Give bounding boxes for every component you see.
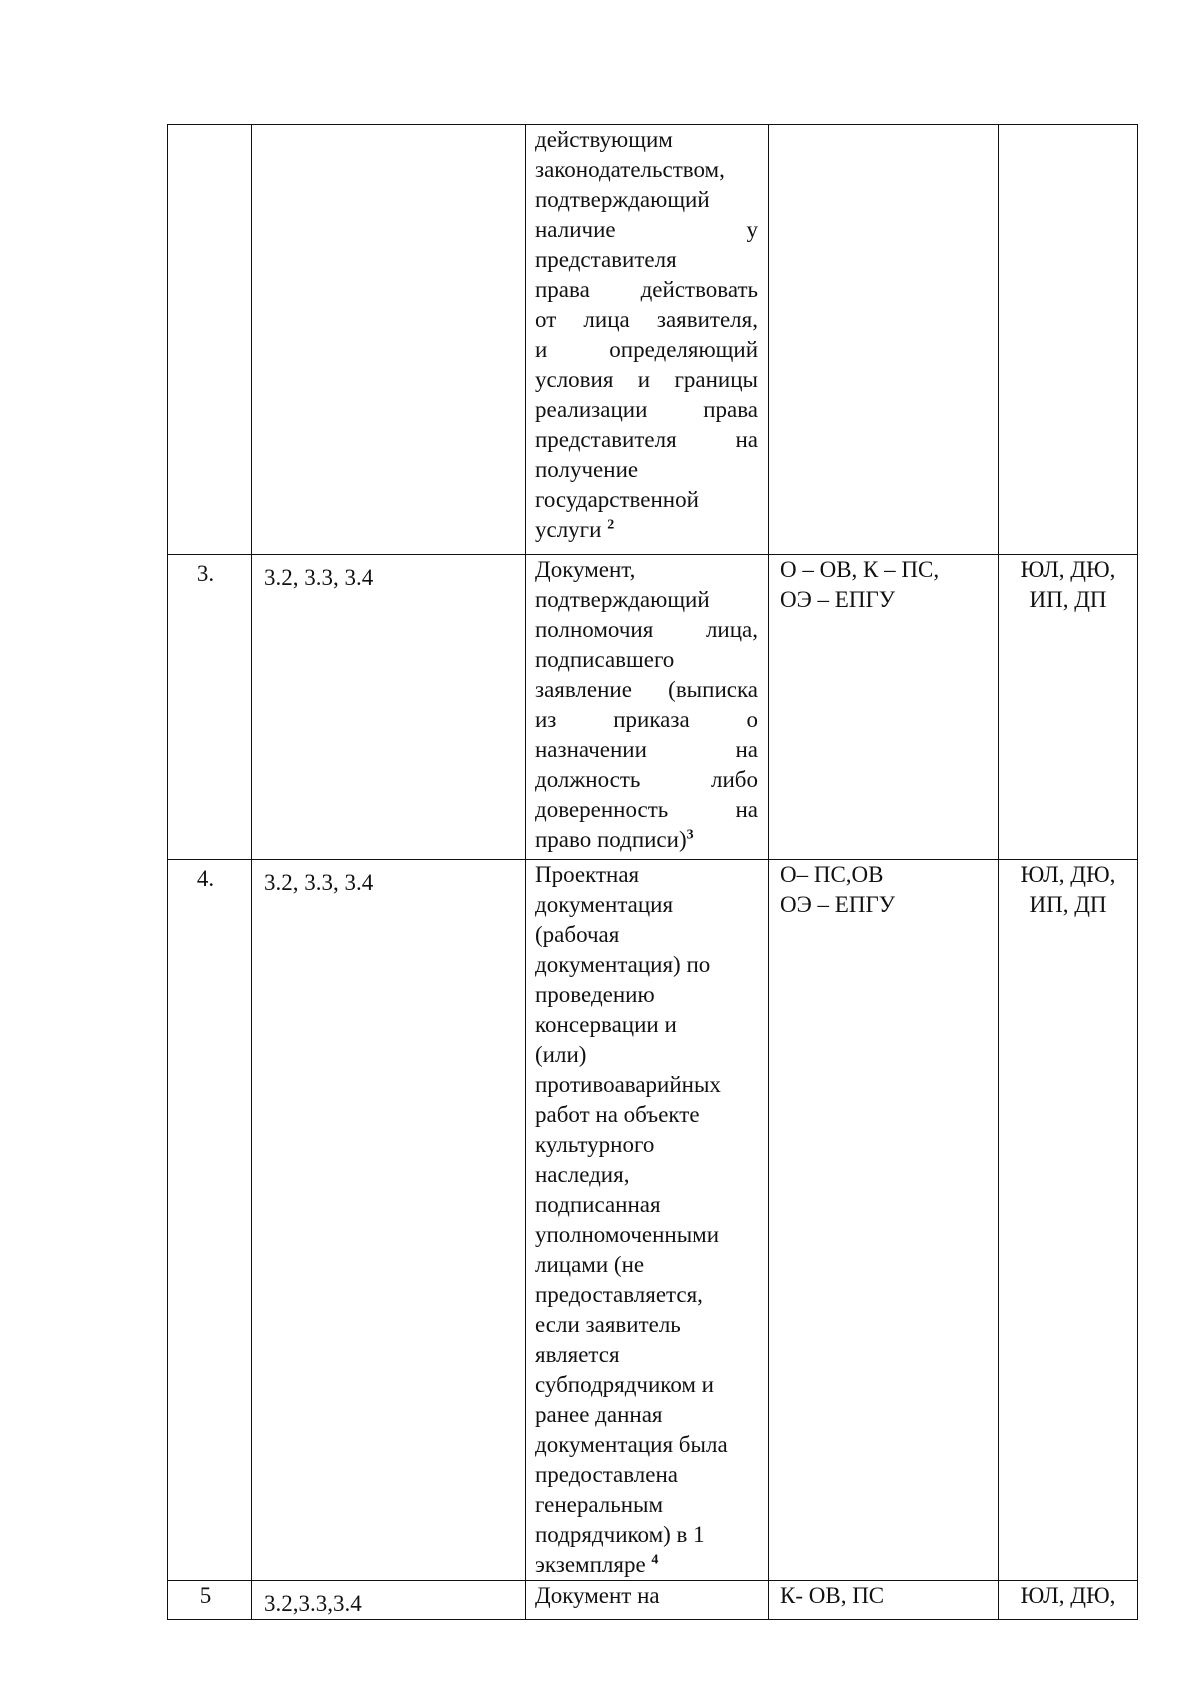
description-line: получение: [535, 457, 639, 482]
description-line: подтверждающий: [535, 587, 710, 612]
description-line: назначении на: [535, 737, 758, 762]
table-row: [168, 125, 1138, 555]
description-line: реализации права: [535, 397, 758, 422]
description-line: проведению: [535, 982, 655, 1007]
row-number-cell: 4.: [168, 860, 252, 1581]
description-line: предоставляется,: [535, 1282, 703, 1307]
description-line: культурного: [535, 1132, 655, 1157]
points-cell: 3.2, 3.3, 3.4: [252, 860, 526, 1581]
description-line: ранее данная: [535, 1402, 663, 1427]
submission-method-cell: [769, 1581, 999, 1620]
description-line: консервации и: [535, 1012, 677, 1037]
document-description-cell: [526, 860, 769, 1581]
footnote-marker: 2: [607, 517, 615, 533]
description-line: если заявитель: [535, 1312, 681, 1337]
applicant-types-line: ИП, ДП: [1029, 892, 1107, 917]
documents-table: [167, 124, 1138, 1620]
description-line: право подписи): [535, 827, 687, 852]
description-line: полномочия лица,: [535, 617, 758, 642]
footnote-marker: 4: [651, 1552, 659, 1568]
applicant-types-line: ЮЛ, ДЮ,: [1020, 862, 1116, 887]
applicant-types-cell: [999, 125, 1138, 555]
description-line: доверенность на: [535, 797, 758, 822]
footnote-marker: 3: [686, 827, 694, 843]
description-line: противоаварийных: [535, 1072, 721, 1097]
submission-method-line: О – ОВ, К – ПС,: [780, 557, 940, 582]
document-description-cell: [526, 1581, 769, 1620]
description-line: Проектная: [535, 862, 640, 887]
applicant-types-line: ИП, ДП: [1029, 587, 1107, 612]
description-line: наследия,: [535, 1162, 630, 1187]
description-line: условия и границы: [535, 367, 758, 392]
row-number-cell: 5: [168, 1581, 252, 1620]
description-line: предоставлена: [535, 1462, 678, 1487]
description-line: должность либо: [535, 767, 758, 792]
row-number-cell: [168, 125, 252, 555]
submission-method-line: ОЭ – ЕПГУ: [780, 892, 896, 917]
applicant-types-line: ЮЛ, ДЮ,: [1020, 1583, 1116, 1608]
document-description-cell: [526, 125, 769, 555]
submission-method-cell: [769, 860, 999, 1581]
points-cell: 3.2,3.3,3.4: [252, 1581, 526, 1620]
applicant-types-cell: [999, 555, 1138, 860]
description-line: подтверждающий: [535, 187, 710, 212]
table-row: [168, 860, 1138, 1581]
applicant-types-line: ЮЛ, ДЮ,: [1020, 557, 1116, 582]
description-line: и определяющий: [535, 337, 758, 362]
applicant-types-cell: [999, 1581, 1138, 1620]
description-line: подписанная: [535, 1192, 661, 1217]
description-line: генеральным: [535, 1492, 664, 1517]
description-line: (рабочая: [535, 922, 620, 947]
document-description-cell: [526, 555, 769, 860]
description-line: подрядчиком) в 1: [535, 1522, 705, 1547]
submission-method-line: К- ОВ, ПС: [780, 1583, 885, 1608]
description-line: лицами (не: [535, 1252, 645, 1277]
points-cell: [252, 125, 526, 555]
description-line: документация была: [535, 1432, 728, 1457]
description-line: (или): [535, 1042, 587, 1067]
description-line: представителя: [535, 247, 677, 272]
submission-method-cell: [769, 555, 999, 860]
description-line: подписавшего: [535, 647, 675, 672]
description-line: документация: [535, 892, 674, 917]
table-row: [168, 555, 1138, 860]
description-line: уполномоченными: [535, 1222, 720, 1247]
description-line: экземпляре: [535, 1552, 646, 1577]
description-line: является: [535, 1342, 620, 1367]
submission-method-line: О– ПС,ОВ: [780, 862, 884, 887]
description-line: государственной: [535, 487, 699, 512]
points-cell: 3.2, 3.3, 3.4: [252, 555, 526, 860]
description-line: действующим: [535, 127, 673, 152]
applicant-types-cell: [999, 860, 1138, 1581]
description-line: Документ,: [535, 557, 636, 582]
description-line: от лица заявителя,: [535, 307, 758, 332]
description-line: работ на объекте: [535, 1102, 700, 1127]
description-line: заявление (выписка: [535, 677, 758, 702]
description-line: законодательством,: [535, 157, 725, 182]
row-number-cell: 3.: [168, 555, 252, 860]
description-line: из приказа о: [535, 707, 758, 732]
description-line: услуги: [535, 517, 602, 542]
submission-method-line: ОЭ – ЕПГУ: [780, 587, 896, 612]
description-line: Документ на: [535, 1583, 660, 1608]
description-line: представителя на: [535, 427, 758, 452]
description-line: наличие у: [535, 217, 758, 242]
description-line: документация) по: [535, 952, 711, 977]
description-line: права действовать: [535, 277, 758, 302]
submission-method-cell: [769, 125, 999, 555]
table-row: [168, 1581, 1138, 1620]
description-line: субподрядчиком и: [535, 1372, 714, 1397]
